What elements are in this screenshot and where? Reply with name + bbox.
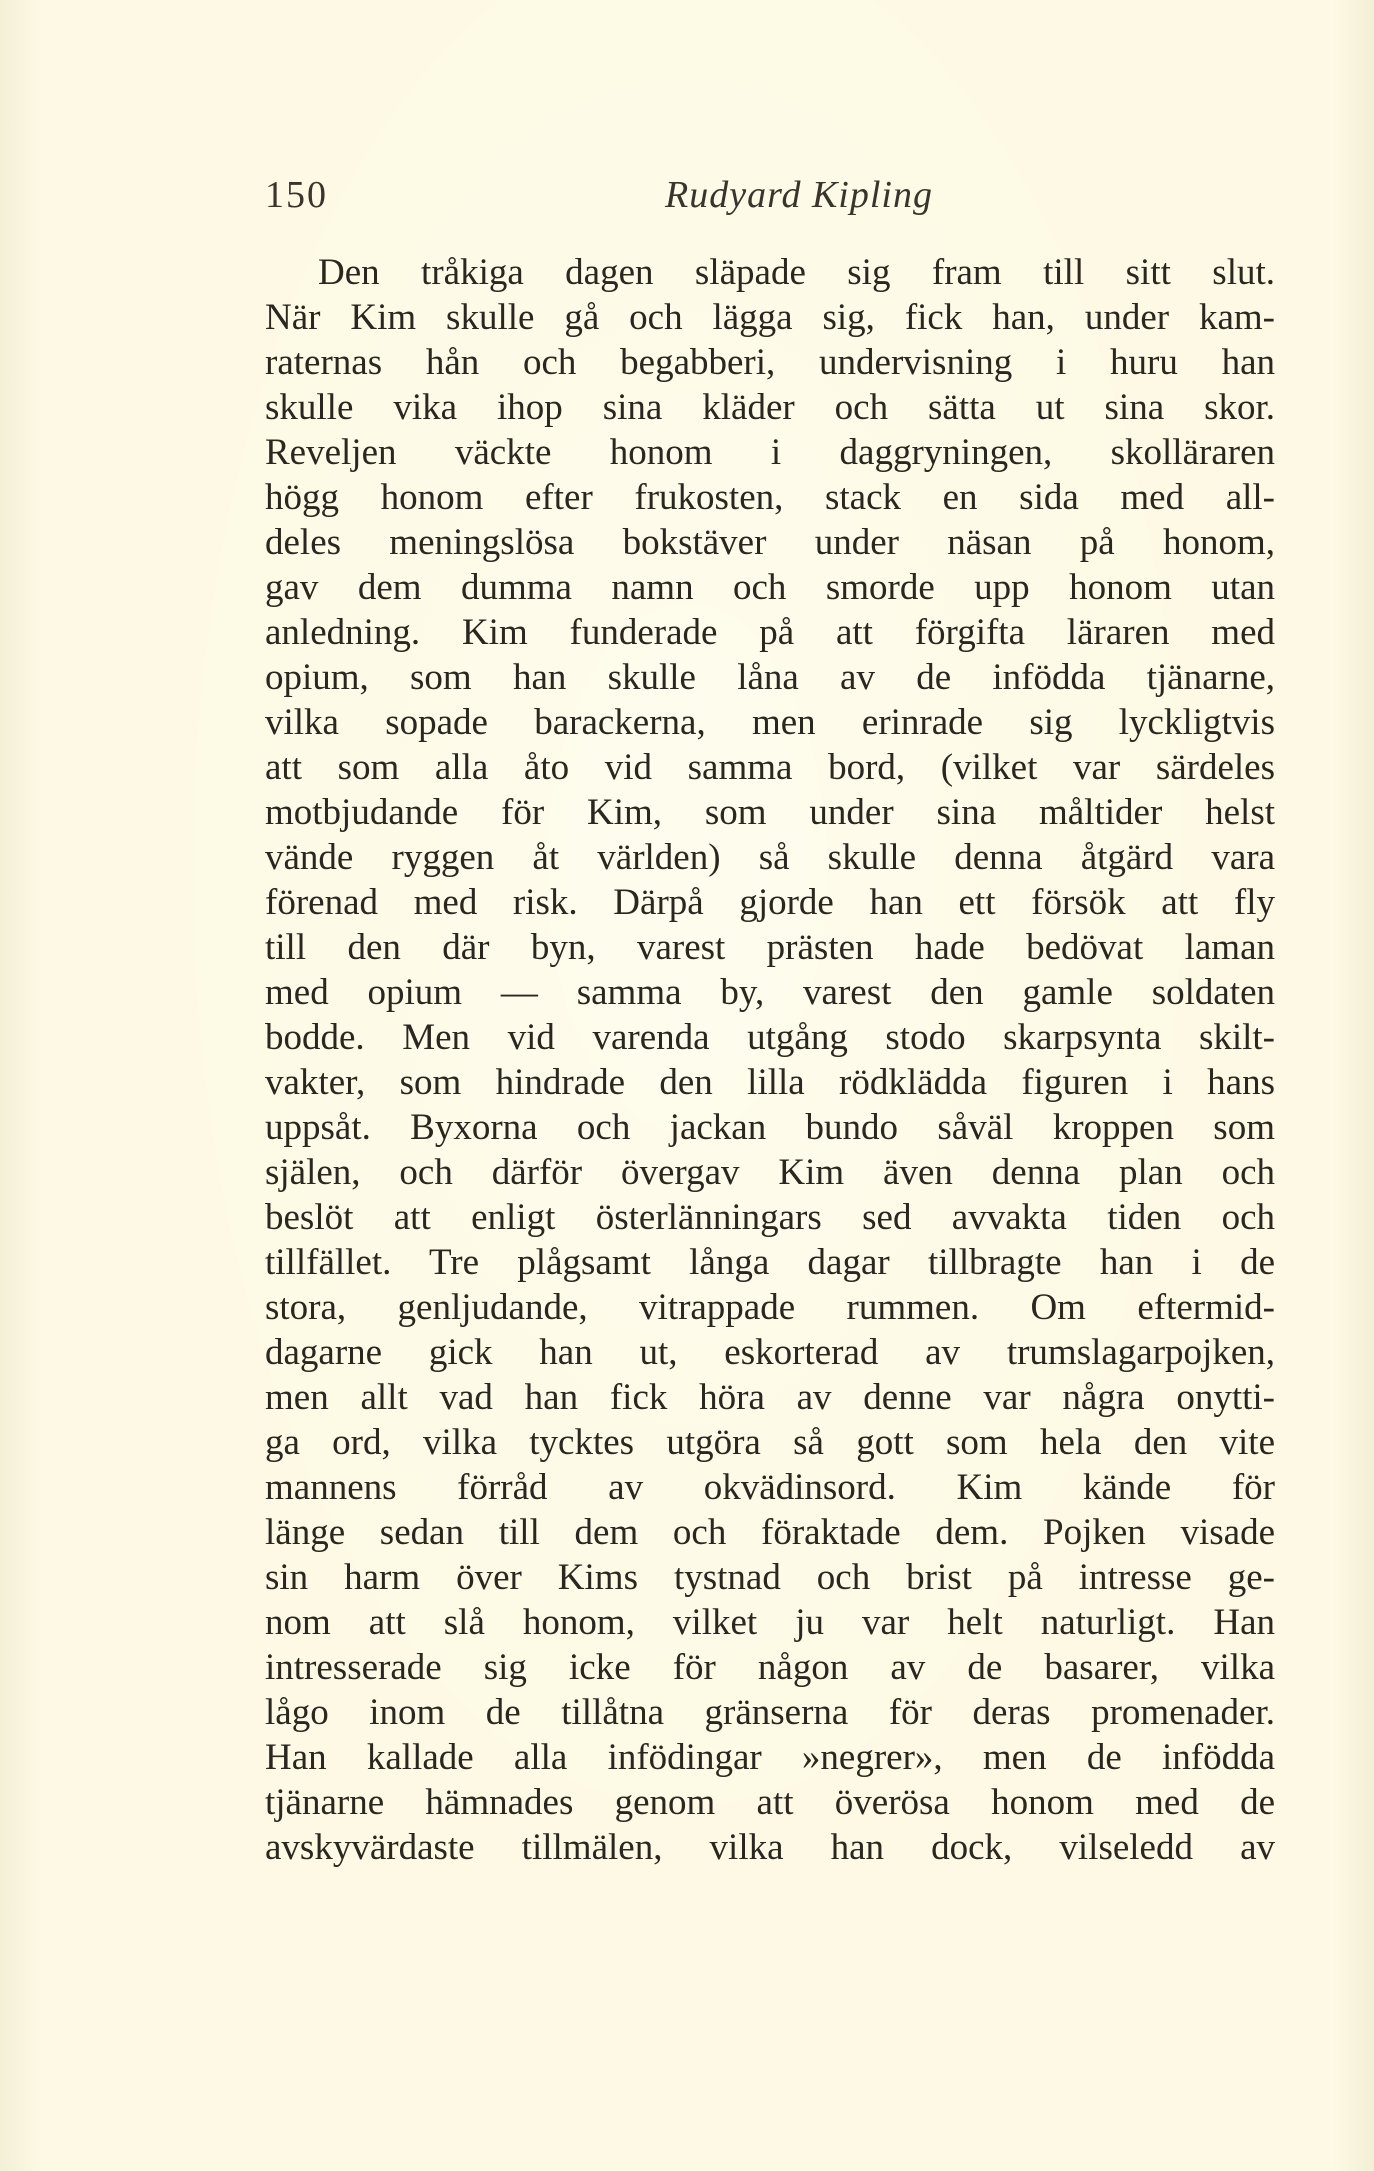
running-head	[265, 165, 1275, 225]
text-line: vakter, som hindrade den lilla rödklädda figuren i hans	[265, 1062, 1275, 1103]
text-line: länge sedan till dem och föraktade dem. Pojken visade	[265, 1512, 1275, 1553]
text-line: med opium — samma by, varest den gamle soldaten	[265, 972, 1275, 1013]
text-line: ga ord, vilka tycktes utgöra så gott som hela den vite	[265, 1422, 1275, 1463]
page-number: 150	[265, 174, 328, 216]
text-line: bodde. Men vid varenda utgång stodo skarpsynta skilt-	[265, 1017, 1275, 1058]
text-line: högg honom efter frukosten, stack en sida med all-	[265, 477, 1275, 518]
text-line: opium, som han skulle låna av de infödda tjänarne,	[265, 657, 1275, 698]
text-line: anledning. Kim funderade på att förgifta läraren med	[265, 612, 1275, 653]
text-line: till den där byn, varest prästen hade bedövat laman	[265, 927, 1275, 968]
text-line: tillfället. Tre plågsamt långa dagar tillbragte han i de	[265, 1242, 1275, 1283]
text-line: Han kallade alla infödingar »negrer», men de infödda	[265, 1737, 1275, 1778]
text-line: Den tråkiga dagen släpade sig fram till sitt slut.	[318, 252, 1275, 293]
text-line: mannens förråd av okvädinsord. Kim kände för	[265, 1467, 1275, 1508]
text-line: nom att slå honom, vilket ju var helt naturligt. Han	[265, 1602, 1275, 1643]
text-line: intresserade sig icke för någon av de basarer, vilka	[265, 1647, 1275, 1688]
text-line: förenad med risk. Därpå gjorde han ett försök att fly	[265, 882, 1275, 923]
text-line: lågo inom de tillåtna gränserna för deras promenader.	[265, 1692, 1275, 1733]
text-line: vände ryggen åt världen) så skulle denna åtgärd vara	[265, 837, 1275, 878]
text-line: vilka sopade barackerna, men erinrade sig lyckligtvis	[265, 702, 1275, 743]
running-title: Rudyard Kipling	[665, 174, 933, 216]
text-line: raternas hån och begabberi, undervisning i huru han	[265, 342, 1275, 383]
text-line: deles meningslösa bokstäver under näsan på honom,	[265, 522, 1275, 563]
text-line: men allt vad han fick höra av denne var några onytti-	[265, 1377, 1275, 1418]
text-line: gav dem dumma namn och smorde upp honom utan	[265, 567, 1275, 608]
text-line: skulle vika ihop sina kläder och sätta ut sina skor.	[265, 387, 1275, 428]
text-line: tjänarne hämnades genom att överösa honom med de	[265, 1782, 1275, 1823]
text-line: motbjudande för Kim, som under sina måltider helst	[265, 792, 1275, 833]
text-line: uppsåt. Byxorna och jackan bundo såväl kroppen som	[265, 1107, 1275, 1148]
text-line: att som alla åto vid samma bord, (vilket var särdeles	[265, 747, 1275, 788]
text-line: själen, och därför övergav Kim även denna plan och	[265, 1152, 1275, 1193]
text-line: dagarne gick han ut, eskorterad av trumslagarpojken,	[265, 1332, 1275, 1373]
text-line: sin harm över Kims tystnad och brist på intresse ge-	[265, 1557, 1275, 1598]
text-line: stora, genljudande, vitrappade rummen. Om eftermid-	[265, 1287, 1275, 1328]
text-line: beslöt att enligt österlänningars sed avvakta tiden och	[265, 1197, 1275, 1238]
text-line: avskyvärdaste tillmälen, vilka han dock, vilseledd av	[265, 1827, 1275, 1868]
text-line: När Kim skulle gå och lägga sig, fick han, under kam-	[265, 297, 1275, 338]
text-line: Reveljen väckte honom i daggryningen, skolläraren	[265, 432, 1275, 473]
body-text	[265, 250, 1275, 1870]
